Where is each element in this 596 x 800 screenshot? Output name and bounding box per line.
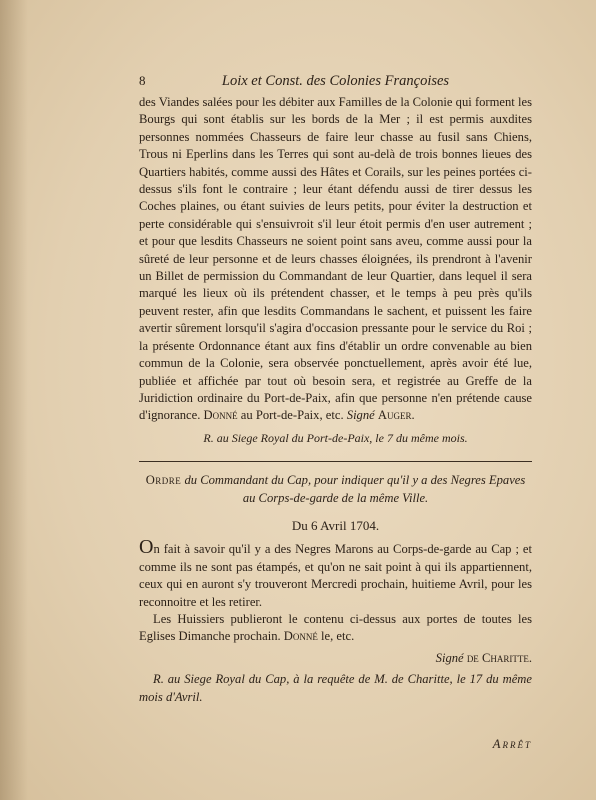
signe-label-2: Signé (435, 650, 464, 665)
catchword: Arrêt (492, 737, 532, 751)
page-header (139, 72, 532, 94)
order-paragraph-1-text: n fait à savoir qu'il y a des Negres Marons au Corps-de-garde au Cap ; et comme ils ne sont pas étampés, et qu'on ne sait point à qui ils appartiennent, ceux qui en auront s'y trouveront Mercredi prochain, huitieme Avril, pour les reconnoitre et les retirer. (139, 542, 532, 609)
order-title (139, 472, 532, 507)
signature-name: de Charitte. (466, 650, 532, 665)
signe-name: Auger. (377, 408, 415, 423)
signature-line (139, 650, 532, 667)
signe-label: Signé (346, 408, 375, 423)
section-divider (139, 461, 532, 462)
donne-label: Donné (203, 408, 238, 423)
running-title: Loix et Const. des Colonies Françoises (221, 73, 450, 89)
donne-place: au Port-de-Paix, etc. (240, 408, 344, 423)
donne-label-2: Donné (283, 629, 318, 644)
order-paragraph-2-text: Les Huissiers publieront le contenu ci-dessus aux portes de toutes les Eglises Dimanche prochain. (139, 611, 532, 644)
order-date: Du 6 Avril 1704. (291, 517, 380, 533)
order-title-lead: Ordre (145, 473, 182, 488)
donne-rest-2: le, etc. (321, 629, 355, 644)
order-title-rest: du Commandant du Cap, pour indiquer qu'il y a des Negres Epaves au Corps-de-garde de la même Ville. (184, 473, 526, 505)
order-paragraph-1 (139, 536, 532, 611)
ordinance-text: des Viandes salées pour les débiter aux Familles de la Colonie qui forment les Bourgs qui sont établis sur les bords de la Mer ; il est permis auxdites personnes nommées Chasseurs de faire leur chasse au fusil sans Chiens, Trous ni Eperlins dans les Terres qui sont au-delà de trois bonnes lieues des Quartiers habités, comme aussi des Hâtes et Corails, sur les peines portées ci-dessus s'ils font le contraire ; leur étant défendu aussi de tirer dessus les Coches plaines, ou étant suivies de leurs petits, pour éviter la destruction et perte considérable qui s'ensuivroit s'il leur étoit permis d'en user autrement ; et pour que lesdits Chasseurs ne soient point sans aveu, comme aussi pour la sûreté de leur personne et de leurs chasses éloignées, ils prendront à l'avenir un Billet de permission du Commandant de leur Quartier, dans lequel il sera marqué les lieux où ils prétendent chasser, et le temps à peu près qu'ils peuvent rester, afin que lesdits Commandans le sachent, et puissent les faire avertir sûrement lorsqu'il s'agira d'occasion pressante pour le service du Roi ; la présente Ordonnance étant aux fins d'établir un ordre convenable au bien commun de la Colonie, sera observée ponctuellement, après avoir été lue, publiée et affichée par tout où besoin sera, et registrée au Greffe de la Juridiction ordinaire du Port-de-Paix, afin que personne n'en prétende cause d'ignorance. (139, 95, 532, 423)
drop-cap: O (139, 536, 154, 559)
ordinance-paragraph (139, 94, 532, 425)
registration-note-2: R. au Siege Royal du Cap, à la requête de M. de Charitte, le 17 du même mois d'Avril. (139, 672, 532, 704)
text-block (139, 72, 532, 753)
registration-note-1: R. au Siege Royal du Port-de-Paix, le 7 du même mois. (203, 430, 468, 445)
order-paragraph-2 (139, 611, 532, 646)
page-number: 8 (139, 73, 146, 88)
